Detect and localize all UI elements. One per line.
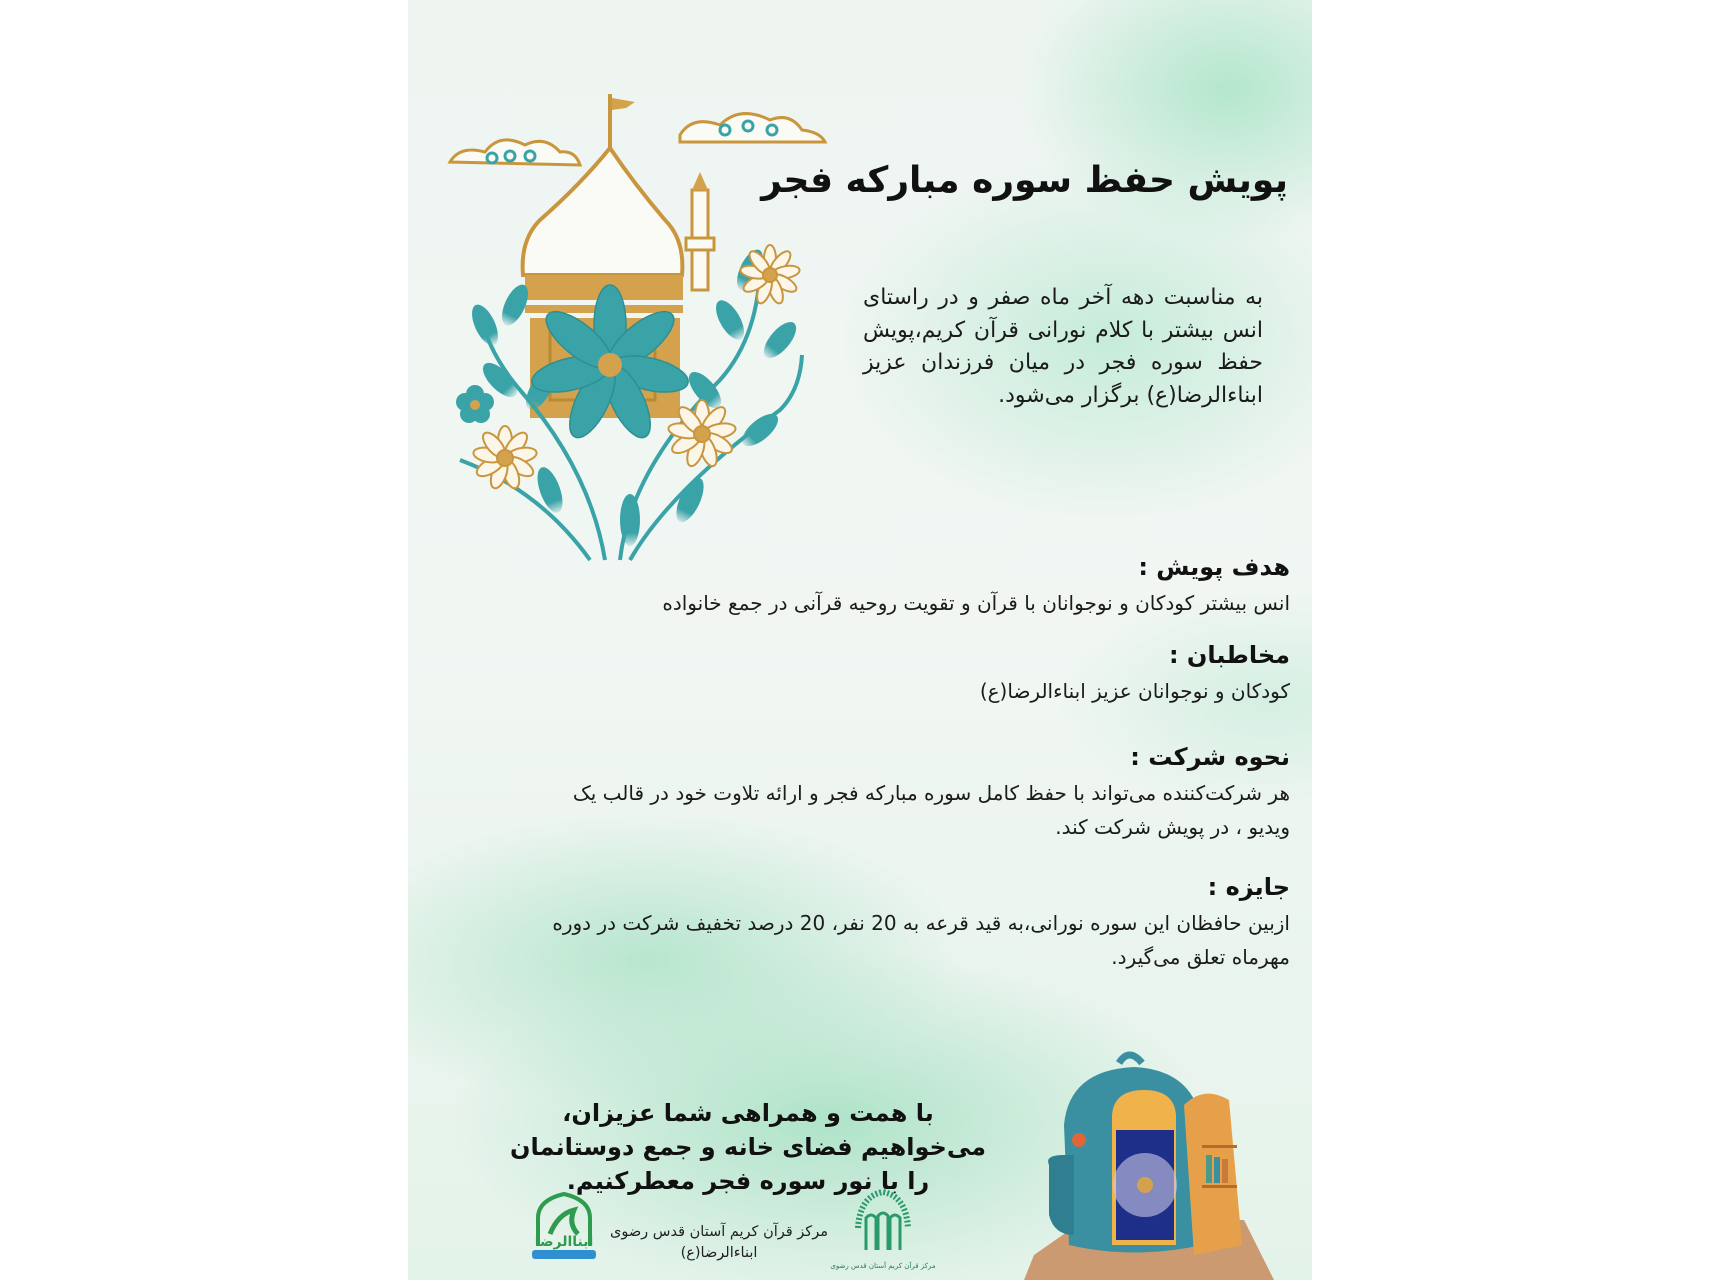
section-heading: مخاطبان : xyxy=(1168,641,1290,669)
section-body: ازبین حافظان این سوره نورانی،به قید قرعه به 20 نفر، 20 درصد تخفیف شرکت در دوره مهرماه تعلق می‌گیرد. xyxy=(552,911,1290,969)
ebna-alreza-logo-icon xyxy=(528,1190,600,1262)
intro-paragraph: به مناسبت دهه آخر ماه صفر و در راستای انس بیشتر با کلام نورانی قرآن کریم،پویش حفظ سوره فجر در میان فرزندان عزیز ابناءالرضا(ع) برگزار می‌شود. xyxy=(863,285,1263,408)
svg-text:مرکز قرآن کریم آستان قدس رضوی: مرکز قرآن کریم آستان قدس رضوی xyxy=(830,1262,936,1270)
poster xyxy=(408,0,1312,1280)
astan-quds-logo-icon xyxy=(830,1188,936,1278)
section-body: کودکان و نوجوانان عزیز ابناءالرضا(ع) xyxy=(979,679,1290,703)
org-line-1: مرکز قرآن کریم آستان قدس رضوی xyxy=(610,1224,828,1240)
section-goal xyxy=(538,550,1290,620)
section-prize xyxy=(538,870,1290,974)
section-audience xyxy=(538,638,1290,708)
svg-text:ابناالرضا: ابناالرضا xyxy=(534,1234,594,1250)
org-line-2: ابناءالرضا(ع) xyxy=(680,1245,758,1261)
section-heading: هدف پویش : xyxy=(1138,553,1290,581)
organization-name xyxy=(608,1222,830,1264)
section-body: انس بیشتر کودکان و نوجوانان با قرآن و تقویت روحیه قرآنی در جمع خانواده xyxy=(662,591,1290,615)
page-title: پویش حفظ سوره مبارکه فجر xyxy=(761,160,1288,201)
section-heading: نحوه شرکت : xyxy=(1130,743,1290,771)
closing-message: با همت و همراهی شما عزیزان، می‌خواهیم فضای خانه و جمع دوستانمان را با نور سوره فجر معطرکنیم. xyxy=(510,1099,986,1195)
backpack-quran-illustration-icon xyxy=(1024,1045,1284,1280)
section-participation xyxy=(538,740,1290,844)
section-body: هر شرکت‌کننده می‌تواند با حفظ کامل سوره مبارکه فجر و ارائه تلاوت خود در قالب یک ویدیو ، در پویش شرکت کند. xyxy=(572,781,1290,839)
section-heading: جایزه : xyxy=(1207,873,1290,901)
